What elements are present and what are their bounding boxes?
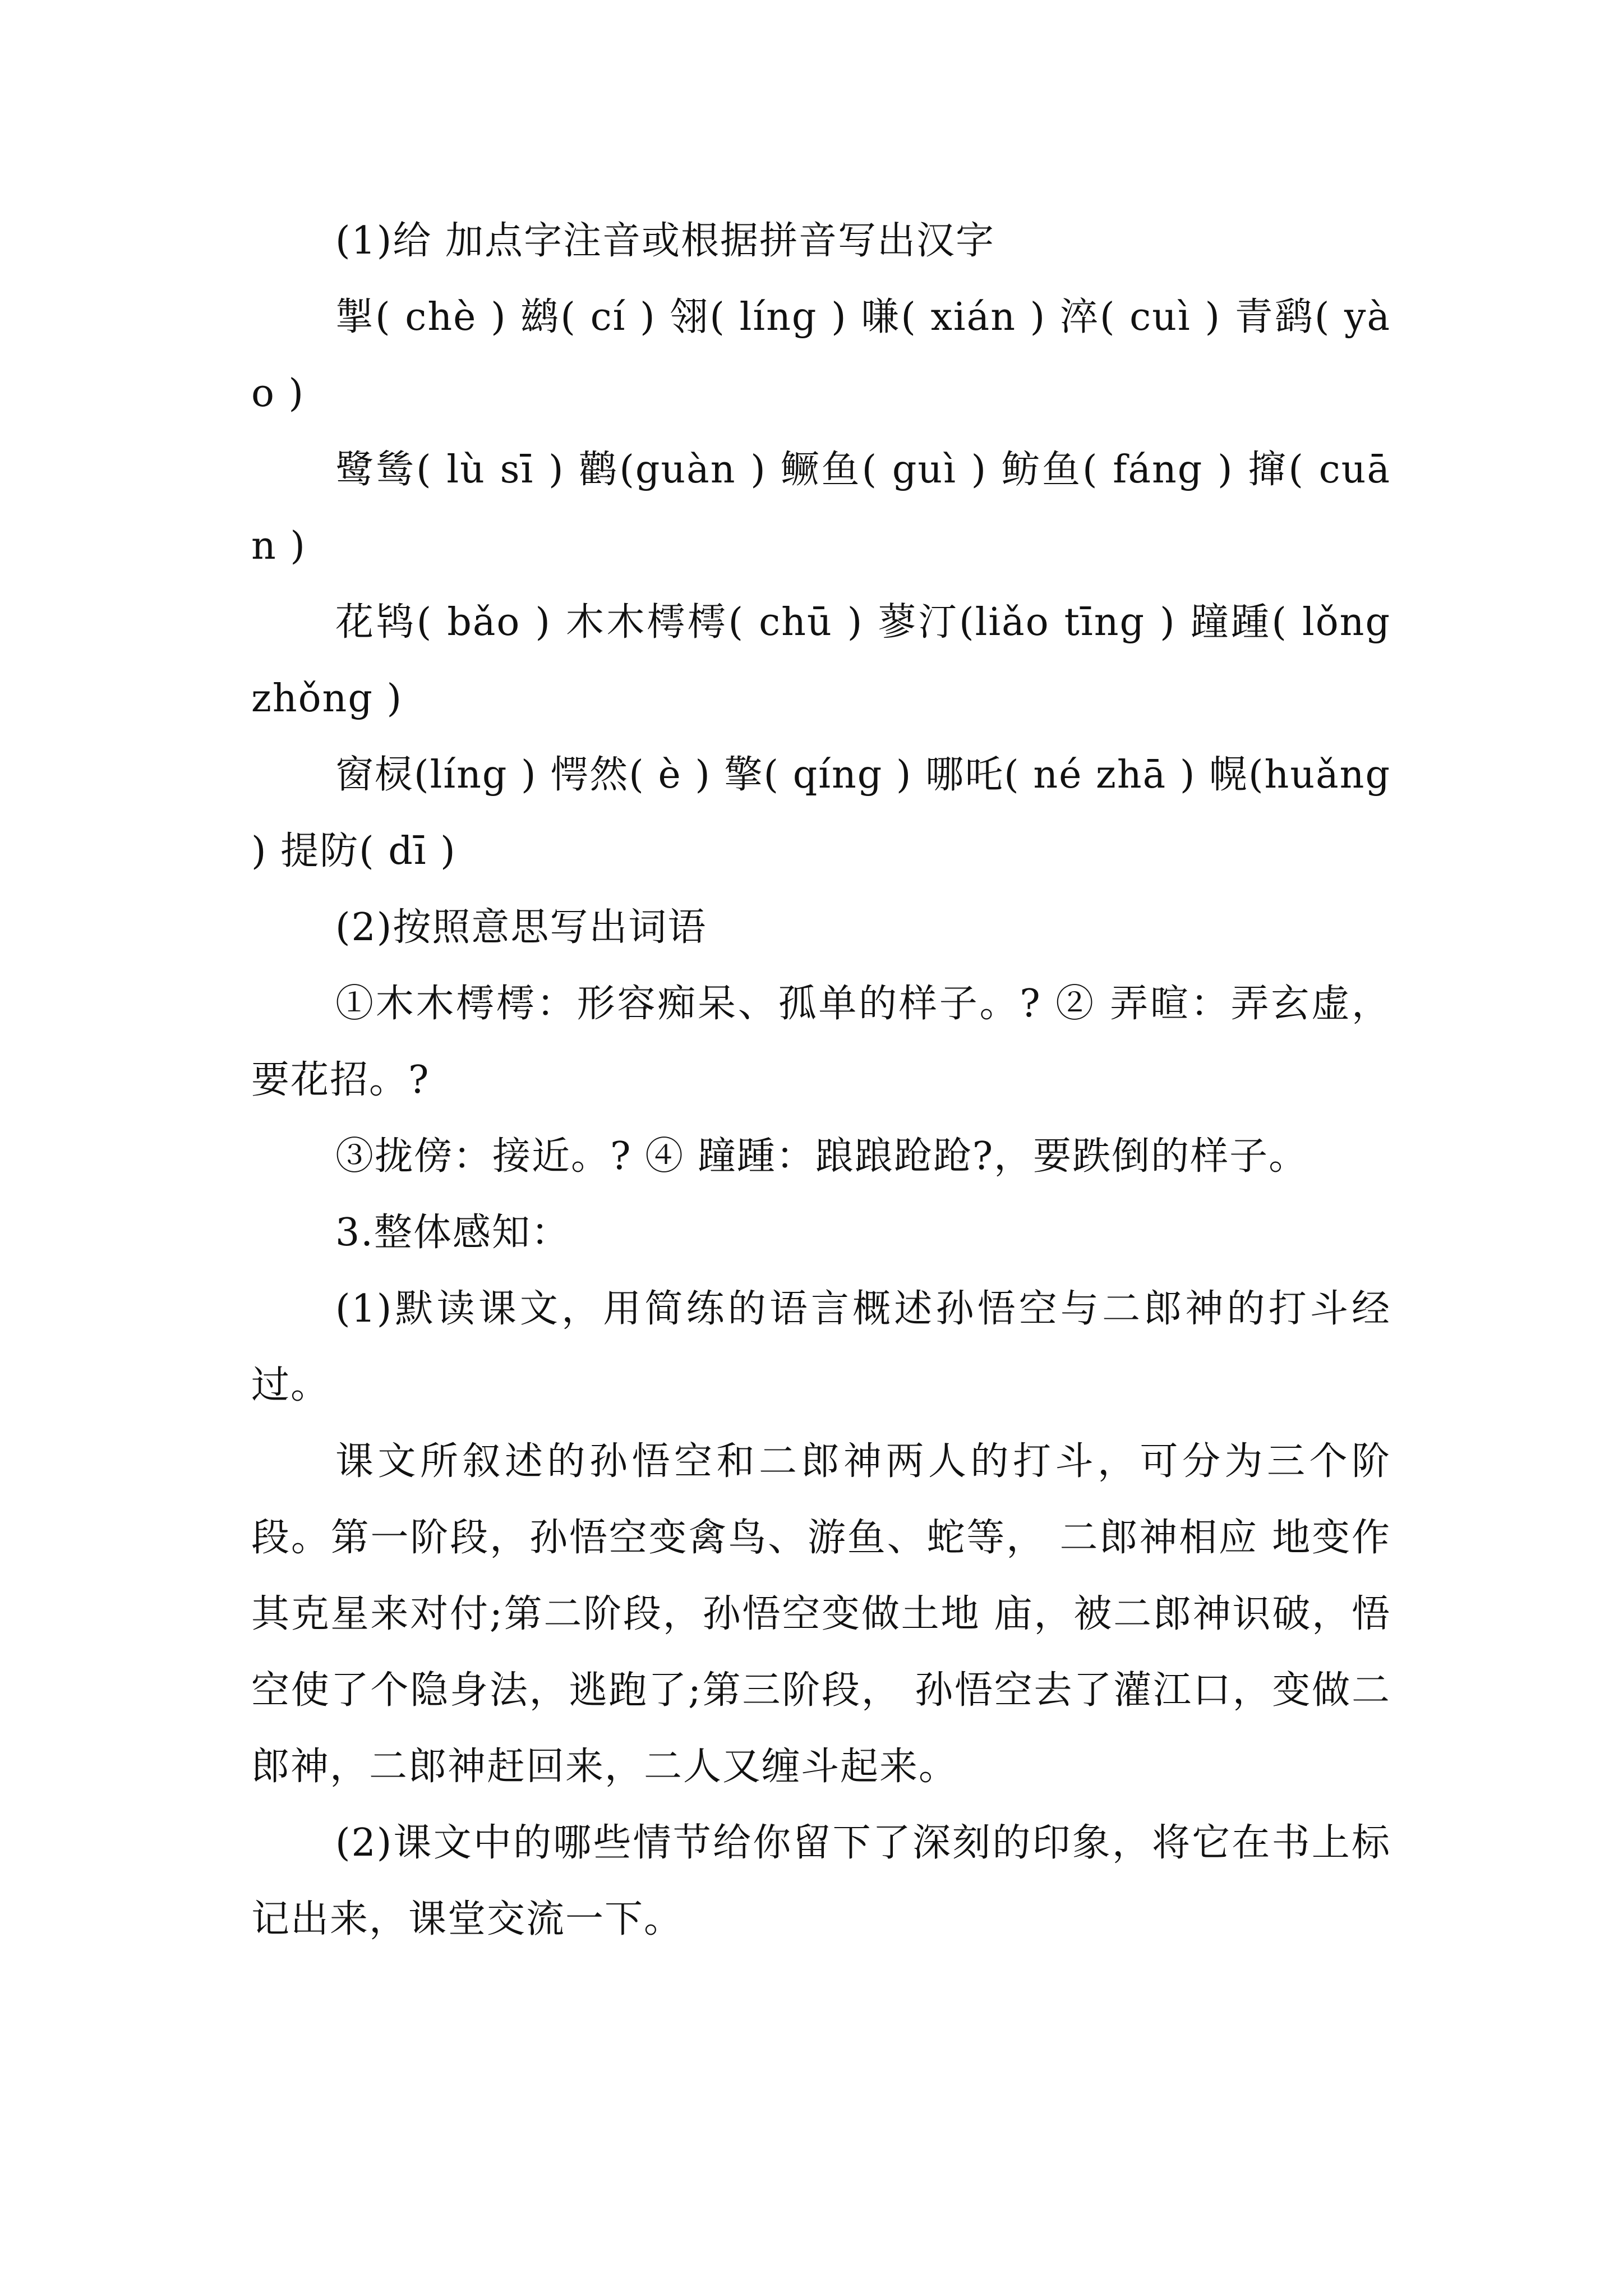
- paragraph-pinyin-row-4: 窗棂(líng ) 愕然( è ) 擎( qíng ) 哪吒( né zhā ) 幌(huǎng ) 提防( dī ): [251, 753, 1391, 873]
- section-heading-overall: 3.整体感知：: [335, 1211, 570, 1255]
- paragraph-question-1: (1)默读课文，用简练的语言概述孙悟空与二郎神的打斗经过。: [251, 1287, 1391, 1407]
- paragraph-answer-1: 课文所叙述的孙悟空和二郎神两人的打斗，可分为三个阶段。第一阶段，孙悟空变禽鸟、游鱼、蛇等， 二郎神相应 地变作其克星来对付;第二阶段，孙悟空变做土地 庙，被二郎神识破，悟空使了个隐身法，逃跑了;第三阶段， 孙悟空去了灌江口，变做二郎神，二郎神赶回来，二人又缠斗起来。: [251, 1439, 1391, 1789]
- paragraph-pinyin-row-1: 掣( chè ) 鹚( cí ) 翎( líng ) 嗛( xián ) 淬( cuì ) 青鹞( yào ): [251, 295, 1391, 416]
- paragraph-vocab-row-2: ③拢傍：接近。? ④ 蹱踵：踉踉跄跄?，要跌倒的样子。: [335, 1134, 1308, 1179]
- paragraph-pinyin-task: (1)给 加点字注音或根据拼音写出汉字: [335, 219, 995, 263]
- paragraph-vocab-task: (2)按照意思写出词语: [335, 905, 707, 950]
- paragraph-vocab-row-1: ①木木樗樗：形容痴呆、孤单的样子。? ② 弄暄：弄玄虚，要花招。?: [251, 982, 1391, 1102]
- paragraph-pinyin-row-2: 鹭鸶( lù sī ) 鹳(guàn ) 鳜鱼( guì ) 鲂鱼( fáng ) 撺( cuān ): [251, 448, 1391, 568]
- document-body: [251, 203, 1391, 1958]
- paragraph-question-2: (2)课文中的哪些情节给你留下了深刻的印象，将它在书上标记出来，课堂交流一下。: [251, 1821, 1391, 1941]
- paragraph-pinyin-row-3: 花鸨( bǎo ) 木木樗樗( chū ) 蓼汀(liǎo tīng ) 蹱踵( lǒng zhǒng ): [251, 600, 1391, 721]
